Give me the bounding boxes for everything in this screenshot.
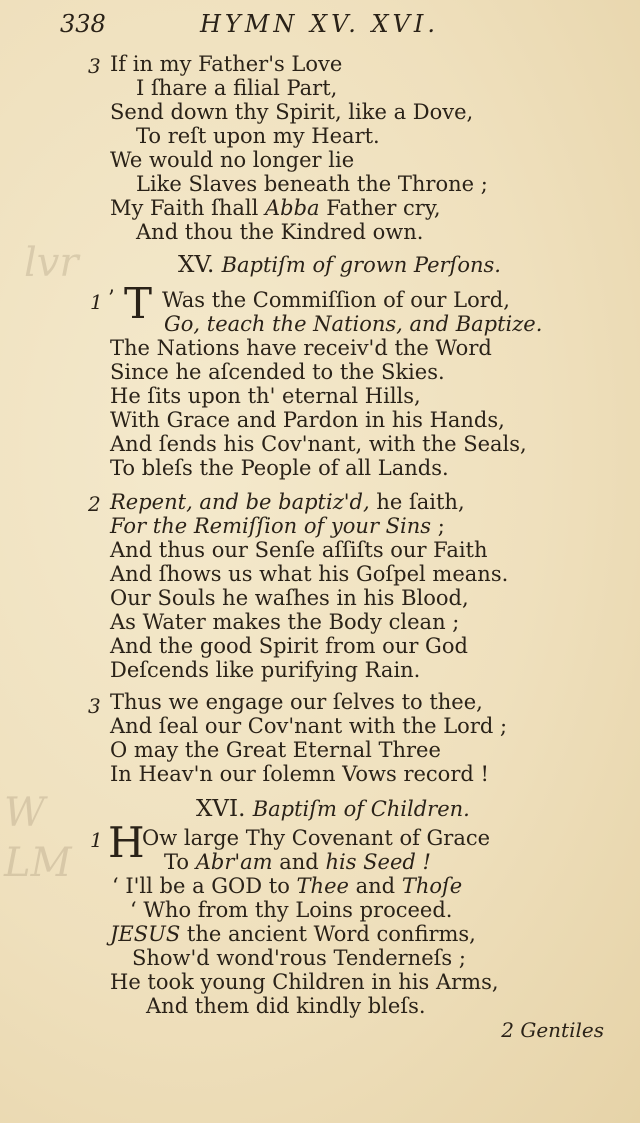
hymn-heading <box>196 796 470 822</box>
verse-text: and <box>355 874 396 898</box>
verse-line: He took young Children in his Arms, <box>110 970 499 994</box>
apostrophe: ’ <box>108 286 115 310</box>
verse-line: We would no longer lie <box>110 148 355 172</box>
verse-line <box>110 196 441 220</box>
verse-line: And thou the Kindred own. <box>136 220 424 244</box>
verse-text: ; <box>437 514 445 538</box>
verse-line <box>164 850 431 874</box>
verse-line: ‘ Who from thy Loins proceed. <box>130 898 453 922</box>
bleed-through-mark: W <box>4 790 46 836</box>
verse-text: ‘ I'll be a GOD to <box>112 874 290 898</box>
verse-text: Father cry, <box>326 196 441 220</box>
verse-italic-word: his Seed ! <box>325 850 431 874</box>
verse-line: With Grace and Pardon in his Hands, <box>110 408 505 432</box>
verse-line: And the good Spirit from our God <box>110 634 468 658</box>
verse-italic-word: Thoſe <box>401 874 463 898</box>
verse-line: Show'd wond'rous Tenderneſs ; <box>132 946 466 970</box>
verse-line: Go, teach the Nations, and Baptize. <box>164 312 543 336</box>
verse-italic-text: Repent, and be baptiz'd, <box>110 490 370 514</box>
verse-line: I ſhare a filial Part, <box>136 76 338 100</box>
catchword: 2 Gentiles <box>501 1018 604 1042</box>
verse-italic-word: Abr'am <box>195 850 273 874</box>
verse-line: The Nations have receiv'd the Word <box>110 336 492 360</box>
verse-italic-word: Abba <box>265 196 320 220</box>
verse-line: And ſhows us what his Goſpel means. <box>110 562 509 586</box>
drop-cap: T <box>124 279 153 328</box>
verse-line: Our Souls he waſhes in his Blood, <box>110 586 469 610</box>
verse-text: and <box>279 850 319 874</box>
page-number: 338 <box>60 10 106 38</box>
bleed-through-mark: LM <box>4 840 72 886</box>
verse-line: As Water makes the Body clean ; <box>110 610 460 634</box>
drop-cap: H <box>108 818 145 867</box>
verse-line: Send down thy Spirit, like a Dove, <box>110 100 474 124</box>
verse-text: he ſaith, <box>376 490 465 514</box>
verse-text: To <box>164 850 190 874</box>
hymn-title: Baptiſm of Children. <box>252 797 470 821</box>
verse-line: And ſends his Cov'nant, with the Seals, <box>110 432 527 456</box>
verse-line: O may the Great Eternal Three <box>110 738 441 762</box>
verse-line: And them did kindly bleſs. <box>146 994 426 1018</box>
verse-line <box>110 922 476 946</box>
stanza-number: 1 <box>90 290 103 314</box>
verse-italic-word: JESUS <box>110 922 181 946</box>
verse-line: Deſcends like purifying Rain. <box>110 658 421 682</box>
verse-text: the ancient Word confirms, <box>186 922 476 946</box>
verse-line: Thus we engage our ſelves to thee, <box>110 690 483 714</box>
bleed-through-mark: lvr <box>24 240 79 286</box>
verse-line: In Heav'n our ſolemn Vows record ! <box>110 762 489 786</box>
hymn-heading <box>178 252 501 278</box>
verse-line: If in my Father's Love <box>110 52 343 76</box>
hymn-title: Baptiſm of grown Perſons. <box>221 253 501 277</box>
verse-line: Since he aſcended to the Skies. <box>110 360 445 384</box>
verse-text: My Faith ſhall <box>110 196 259 220</box>
verse-line: Ow large Thy Covenant of Grace <box>142 826 491 850</box>
verse-line: Was the Commiſſion of our Lord, <box>162 288 510 312</box>
verse-line: And ſeal our Cov'nant with the Lord ; <box>110 714 508 738</box>
hymn-number: XVI. <box>196 796 246 822</box>
verse-line <box>110 490 465 514</box>
verse-line: To bleſs the People of all Lands. <box>110 456 449 480</box>
hymn-number: XV. <box>178 252 215 278</box>
stanza-number: 1 <box>90 828 103 852</box>
stanza-number: 3 <box>88 54 101 78</box>
verse-line <box>110 514 445 538</box>
stanza-number: 3 <box>88 694 101 718</box>
verse-italic-word: Thee <box>296 874 349 898</box>
verse-line: He ſits upon th' eternal Hills, <box>110 384 421 408</box>
verse-line: And thus our Senſe aſſiſts our Faith <box>110 538 488 562</box>
verse-line <box>112 874 462 898</box>
verse-line: Like Slaves beneath the Throne ; <box>136 172 488 196</box>
stanza-number: 2 <box>88 492 101 516</box>
verse-line: To reſt upon my Heart. <box>136 124 380 148</box>
verse-italic-text: For the Remiſſion of your Sins <box>110 514 432 538</box>
running-title: HYMN XV. XVI. <box>200 10 439 38</box>
